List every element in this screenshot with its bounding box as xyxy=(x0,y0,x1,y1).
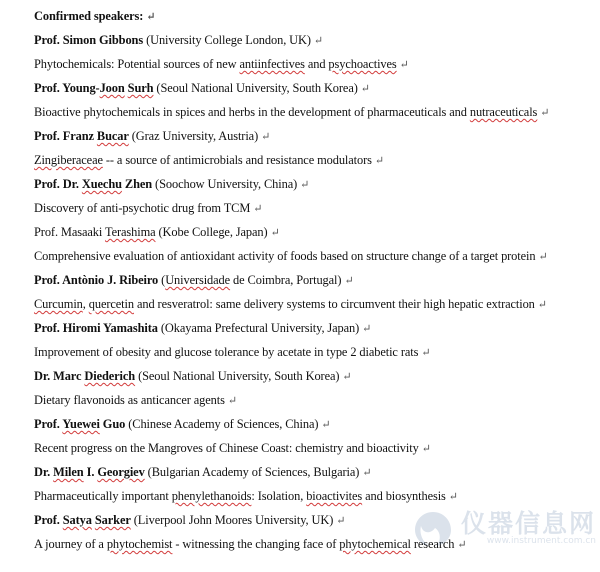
speaker-affiliation: (Chinese Academy of Sciences, China) xyxy=(125,417,319,431)
affiliation-segment: de Coimbra, Portugal) xyxy=(230,273,342,287)
talk-segment: Phytochemicals: Potential sources of new xyxy=(34,57,240,71)
paragraph-mark: ↵ xyxy=(421,443,431,455)
paragraph-mark: ↵ xyxy=(399,59,409,71)
paragraph-mark: ↵ xyxy=(146,11,156,23)
talk-title xyxy=(34,436,594,460)
affiliation-segment: ( xyxy=(158,273,166,287)
speaker-line xyxy=(34,412,594,436)
speaker-name xyxy=(34,513,131,527)
talk-title xyxy=(34,244,594,268)
spellcheck-word: Universidade xyxy=(165,273,231,287)
paragraph-mark: ↵ xyxy=(313,35,324,47)
name-segment: Prof. Dr. xyxy=(34,177,82,191)
speaker-line xyxy=(34,460,594,484)
speaker-name xyxy=(34,33,143,47)
name-segment: Prof. Young- xyxy=(34,81,100,95)
spellcheck-word: Zingiberaceae xyxy=(34,153,103,167)
name-segment: I. xyxy=(83,465,98,479)
talk-segment: : Isolation, xyxy=(251,489,307,503)
speaker-line xyxy=(34,124,594,148)
speaker-affiliation: (Liverpool John Moores University, UK) xyxy=(130,513,334,527)
speaker-name xyxy=(34,225,156,239)
paragraph-mark: ↵ xyxy=(300,179,310,191)
paragraph-mark: ↵ xyxy=(342,371,352,383)
spellcheck-word: phenylethanoids xyxy=(171,489,252,503)
name-segment: Prof. xyxy=(34,513,63,527)
paragraph-mark: ↵ xyxy=(421,347,431,359)
paragraph-mark: ↵ xyxy=(227,395,237,407)
name-segment: Prof. Simon Gibbons xyxy=(34,33,144,47)
paragraph-mark: ↵ xyxy=(538,251,548,263)
spellcheck-word: psychoactives xyxy=(328,57,397,71)
spellcheck-word: nutraceuticals xyxy=(469,105,538,119)
spellcheck-word: phytochemist xyxy=(106,537,173,551)
paragraph-mark: ↵ xyxy=(270,227,280,239)
spellcheck-word: antiinfectives xyxy=(239,57,305,71)
talk-segment: Improvement of obesity and glucose tolerance by acetate in type 2 diabetic rats xyxy=(34,345,419,359)
speaker-line xyxy=(34,268,594,292)
paragraph-mark: ↵ xyxy=(540,107,550,119)
name-segment: Prof. Hiromi Yamashita xyxy=(34,321,158,335)
talk-segment: A journey of a xyxy=(34,537,107,551)
talk-title xyxy=(34,388,594,412)
speaker-name xyxy=(34,177,152,191)
talk-segment: Bioactive phytochemicals in spices and herbs in the development of pharmaceuticals and xyxy=(34,105,470,119)
heading-line xyxy=(34,4,594,28)
name-segment: Prof. xyxy=(34,417,63,431)
speaker-affiliation: (Seoul National University, South Korea) xyxy=(153,81,358,95)
spellcheck-word: Surh xyxy=(127,81,154,95)
name-segment: Prof. Masaaki xyxy=(34,225,105,239)
paragraph-mark: ↵ xyxy=(457,539,467,551)
spellcheck-word: Diederich xyxy=(84,369,136,383)
document-body xyxy=(34,4,594,556)
talk-title xyxy=(34,148,594,172)
speaker-name xyxy=(34,321,158,335)
spellcheck-word: phytochemical xyxy=(339,537,411,551)
speaker-affiliation: (Kobe College, Japan) xyxy=(155,225,268,239)
watermark-en: www.instrument.com.cn xyxy=(486,536,596,546)
speaker-affiliation: (Okayama Prefectural University, Japan) xyxy=(157,321,360,335)
talk-title xyxy=(34,484,594,508)
name-segment: Zhen xyxy=(121,177,153,191)
speaker-affiliation: (Graz University, Austria) xyxy=(128,129,259,143)
talk-segment: and biosynthesis xyxy=(362,489,446,503)
spellcheck-word: Xuechu xyxy=(81,177,122,191)
spellcheck-word: Curcumin xyxy=(34,297,83,311)
watermark-cn: 仪器信息网 xyxy=(460,509,596,538)
name-segment: Guo xyxy=(99,417,126,431)
speaker-line xyxy=(34,220,594,244)
paragraph-mark: ↵ xyxy=(448,491,458,503)
paragraph-mark: ↵ xyxy=(321,419,331,431)
paragraph-mark: ↵ xyxy=(360,83,370,95)
spellcheck-word: Georgiev xyxy=(97,465,145,479)
spellcheck-word: Terashima xyxy=(104,225,156,239)
spellcheck-word: quercetin xyxy=(88,297,134,311)
talk-segment: -- a source of antimicrobials and resistance modulators xyxy=(102,153,372,167)
paragraph-mark: ↵ xyxy=(336,515,346,527)
speaker-name xyxy=(34,369,135,383)
spellcheck-word: Satya xyxy=(62,513,92,527)
name-segment: Dr. xyxy=(34,465,54,479)
watermark-logo-icon xyxy=(409,508,457,548)
speaker-line xyxy=(34,172,594,196)
speaker-line xyxy=(34,28,594,52)
speaker-affiliation: (University College London, UK) xyxy=(143,33,311,47)
speaker-line xyxy=(34,364,594,388)
speaker-affiliation: (Bulgarian Academy of Sciences, Bulgaria) xyxy=(144,465,360,479)
watermark xyxy=(409,508,596,548)
heading-text: Confirmed speakers: xyxy=(34,9,144,23)
paragraph-mark: ↵ xyxy=(537,299,547,311)
speaker-name xyxy=(34,465,145,479)
talk-title xyxy=(34,100,594,124)
talk-segment: and resveratrol: same delivery systems to circumvent their high hepatic extraction xyxy=(133,297,535,311)
paragraph-mark: ↵ xyxy=(362,467,372,479)
talk-segment: Pharmaceutically important xyxy=(34,489,172,503)
talk-segment: Dietary flavonoids as anticancer agents xyxy=(34,393,225,407)
talk-segment: Recent progress on the Mangroves of Chinese Coast: chemistry and bioactivity xyxy=(34,441,419,455)
talk-segment: - witnessing the changing face of xyxy=(172,537,340,551)
speaker-line xyxy=(34,316,594,340)
spellcheck-word: Sarker xyxy=(94,513,131,527)
paragraph-mark: ↵ xyxy=(362,323,372,335)
spellcheck-word: bioactivites xyxy=(306,489,363,503)
paragraph-mark: ↵ xyxy=(253,203,263,215)
speaker-name xyxy=(34,81,153,95)
speaker-name xyxy=(34,129,129,143)
paragraph-mark: ↵ xyxy=(261,131,271,143)
talk-segment: , xyxy=(82,297,89,311)
paragraph-mark: ↵ xyxy=(344,275,354,287)
talk-title xyxy=(34,196,594,220)
name-segment: Dr. Marc xyxy=(34,369,85,383)
speaker-line xyxy=(34,76,594,100)
spellcheck-word: Yuewei xyxy=(62,417,100,431)
talk-title xyxy=(34,52,594,76)
talk-title xyxy=(34,340,594,364)
speaker-name xyxy=(34,417,125,431)
name-segment: Prof. Antònio J. Ribeiro xyxy=(34,273,159,287)
spellcheck-word: Joon xyxy=(99,81,125,95)
paragraph-mark: ↵ xyxy=(374,155,384,167)
watermark-text xyxy=(461,510,596,546)
speaker-list xyxy=(34,28,594,556)
speaker-name xyxy=(34,273,158,287)
talk-segment: Comprehensive evaluation of antioxidant activity of foods based on structure change of a target protein xyxy=(34,249,536,263)
name-segment: Prof. Franz xyxy=(34,129,97,143)
talk-segment: and xyxy=(304,57,329,71)
talk-segment: Discovery of anti-psychotic drug from TCM xyxy=(34,201,251,215)
talk-segment: research xyxy=(410,537,455,551)
speaker-affiliation xyxy=(158,273,341,287)
spellcheck-word: Milen xyxy=(53,465,84,479)
talk-title xyxy=(34,292,594,316)
speaker-affiliation: (Seoul National University, South Korea) xyxy=(135,369,340,383)
speaker-affiliation: (Soochow University, China) xyxy=(152,177,298,191)
spellcheck-word: Bucar xyxy=(96,129,129,143)
